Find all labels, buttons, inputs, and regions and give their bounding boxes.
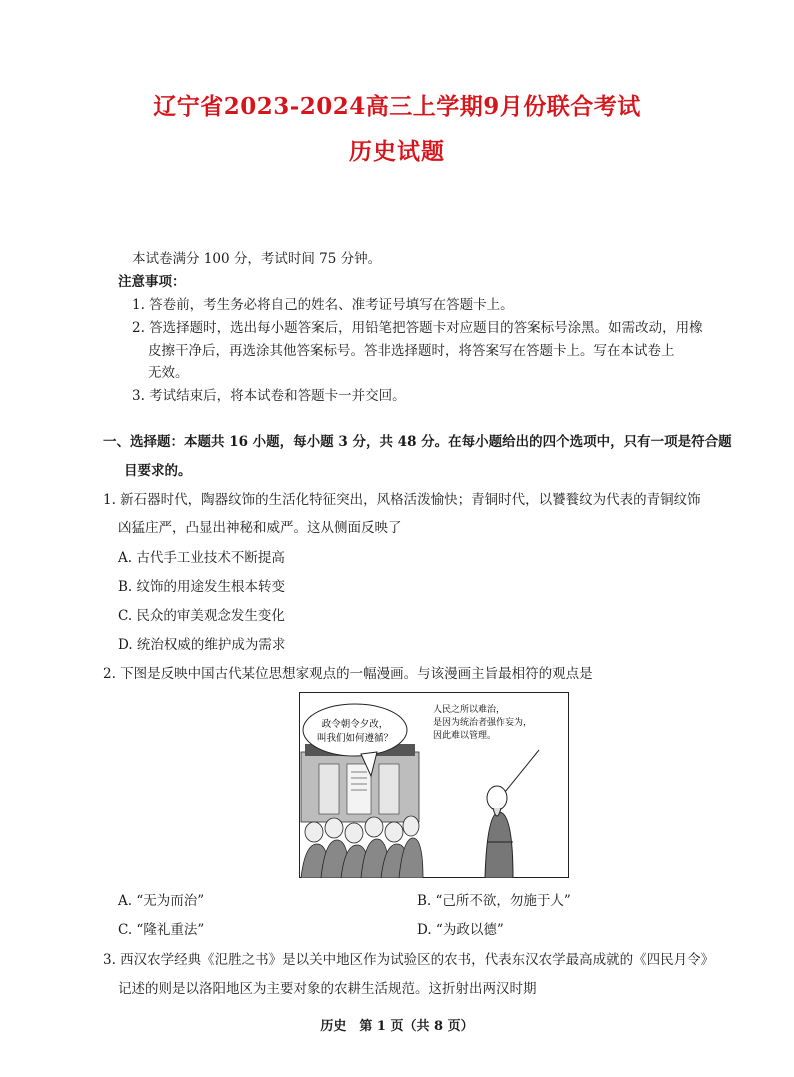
exam-subtitle: 历史试题 <box>349 138 445 165</box>
caption-line-2: 是因为统治者强作妄为， <box>433 718 533 728</box>
exam-title: 辽宁省2023-2024高三上学期9月份联合考试 <box>153 93 641 120</box>
q1-stem-line-1: 1. 新石器时代，陶器纹饰的生活化特征突出，风格活泼愉快；青铜时代，以饕餮纹为代表的青铜纹饰 <box>103 492 701 508</box>
q3-stem-line-2: 记述的则是以洛阳地区为主要对象的农耕生活规范。这折射出两汉时期 <box>118 981 537 997</box>
q2-option-d: D. “为政以德” <box>417 922 504 938</box>
q2-option-c: C. “隆礼重法” <box>118 922 205 938</box>
notes-heading: 注意事项： <box>118 274 186 290</box>
q2-option-a: A. “无为而治” <box>118 893 205 909</box>
note-2-line-3: 无效。 <box>148 365 189 381</box>
caption-line-3: 因此难以管理。 <box>433 731 497 741</box>
q1-option-a: A. 古代手工业技术不断提高 <box>118 550 285 566</box>
q2-stem: 2. 下图是反映中国古代某位思想家观点的一幅漫画。与该漫画主旨最相符的观点是 <box>103 666 593 682</box>
q1-option-c: C. 民众的审美观念发生变化 <box>118 608 285 624</box>
section-heading-line-1: 一、选择题：本题共 16 小题，每小题 3 分，共 48 分。在每小题给出的四个选项中，只有一项是符合题 <box>103 434 732 450</box>
cartoon-image <box>299 692 569 878</box>
caption-line-1: 人民之所以难治， <box>433 705 506 715</box>
page-footer: 历史 第 1 页（共 8 页） <box>320 1019 474 1034</box>
note-2-line-1: 2. 答选择题时，选出每小题答案后，用铅笔把答题卡对应题目的答案标号涂黑。如需改动，用橡 <box>132 320 703 336</box>
intro-text: 本试卷满分 100 分，考试时间 75 分钟。 <box>132 251 382 267</box>
note-1: 1. 答卷前，考生务必将自己的姓名、准考证号填写在答题卡上。 <box>132 297 514 313</box>
q3-stem-line-1: 3. 西汉农学经典《氾胜之书》是以关中地区作为试验区的农书，代表东汉农学最高成就的《四民月令》 <box>103 952 715 968</box>
note-2-line-2: 皮擦干净后，再选涂其他答案标号。答非选择题时，将答案写在答题卡上。写在本试卷上 <box>148 343 675 359</box>
q2-option-b: B. “己所不欲，勿施于人” <box>417 893 571 909</box>
bubble-text-2: 叫我们如何遵循？ <box>316 733 394 744</box>
section-heading-line-2: 目要求的。 <box>124 463 192 479</box>
bubble-text-1: 政令朝令夕改， <box>321 719 389 730</box>
q1-option-d: D. 统治权威的维护成为需求 <box>118 637 286 653</box>
note-3: 3. 考试结束后，将本试卷和答题卡一并交回。 <box>132 388 406 404</box>
q1-option-b: B. 纹饰的用途发生根本转变 <box>118 579 286 595</box>
q1-stem-line-2: 凶猛庄严，凸显出神秘和威严。这从侧面反映了 <box>118 520 402 536</box>
